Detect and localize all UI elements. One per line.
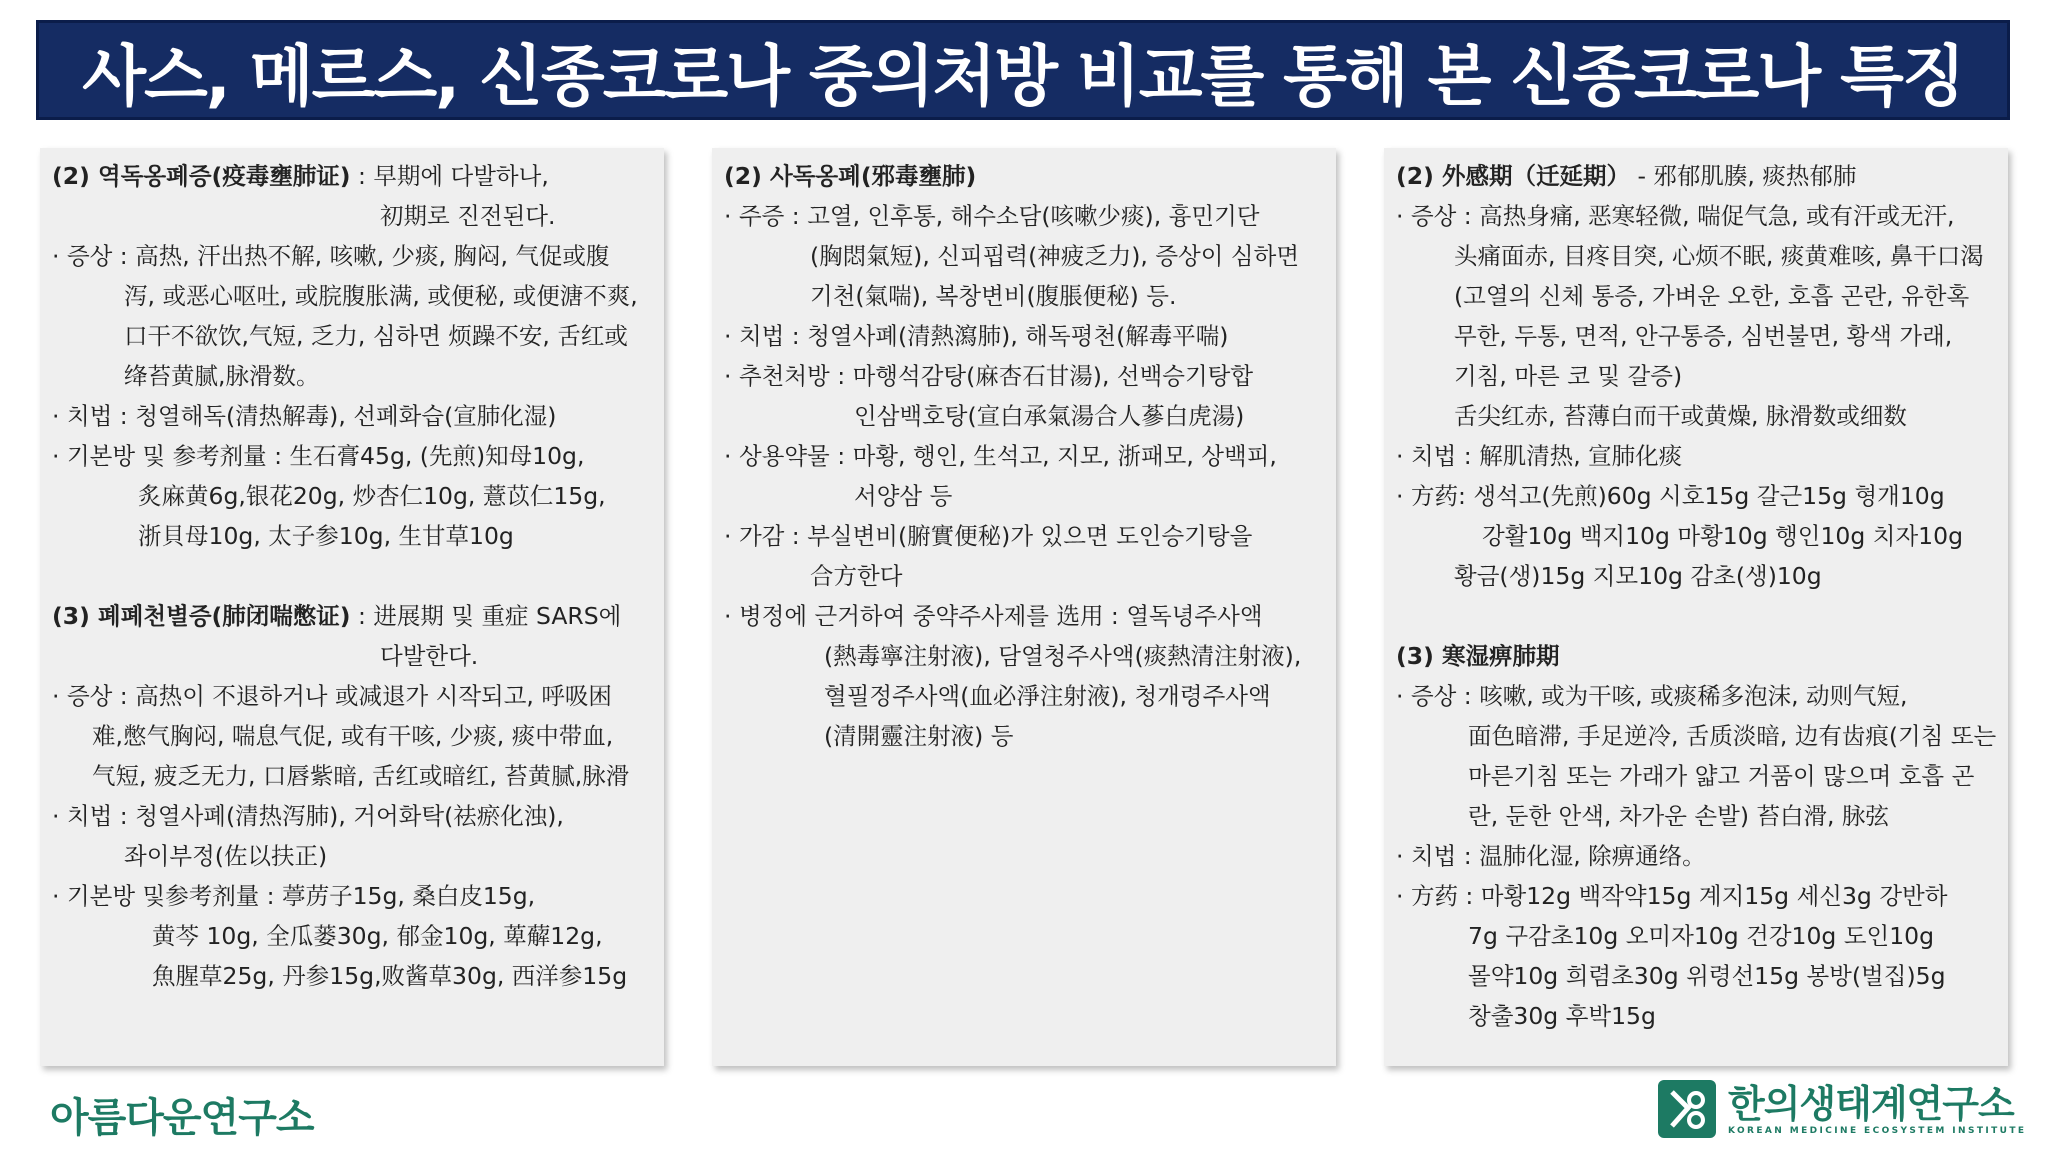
spacer [1396,596,1994,636]
line-text: 魚腥草25g, 丹参15g,败酱草30g, 西洋参15g [152,962,628,990]
text-line [52,796,650,836]
text-line [1396,236,1994,276]
line-text: 泻, 或恶心呕吐, 或脘腹胀满, 或便秘, 或便溏不爽, [124,282,638,310]
text-line [52,876,650,916]
text-line [1396,276,1994,316]
line-text: 初期로 진전된다. [380,202,556,230]
line-text: 绛苔黄腻,脉滑数。 [124,362,320,390]
line-text: (清開靈注射液) 등 [824,722,1014,750]
text-line [1396,796,1994,836]
line-text: · 상용약물 : 마황, 행인, 生석고, 지모, 浙패모, 상백피, [724,442,1277,470]
line-text: · 증상 : 高热이 不退하거나 或减退가 시작되고, 呼吸困 [52,682,612,710]
line-text: 浙貝母10g, 太子参10g, 生甘草10g [138,522,514,550]
text-line [724,436,1322,476]
line-text: 서양삼 등 [854,482,953,510]
text-line [724,556,1322,596]
text-line [1396,836,1994,876]
line-text: 무한, 두통, 면적, 안구통증, 심번불면, 황색 가래, [1454,322,1953,350]
line-text: · 치법 : 解肌清热, 宣肺化痰 [1396,442,1683,470]
text-line [724,236,1322,276]
line-text: 口干不欲饮,气短, 乏力, 심하면 烦躁不安, 舌红或 [124,322,628,350]
line-text: · 증상 : 高热, 汗出热不解, 咳嗽, 少痰, 胸闷, 气促或腹 [52,242,610,270]
line-text: (2) 역독옹폐증(疫毒壅肺证) [52,162,351,190]
text-line [724,476,1322,516]
text-line [52,236,650,276]
text-line [52,836,650,876]
line-text: (胸悶氣短), 신피핍력(神疲乏力), 증상이 심하면 [810,242,1300,270]
text-line [52,196,650,236]
text-line [52,316,650,356]
line-text: 기침, 마른 코 및 갈증) [1454,362,1683,390]
text-line [724,356,1322,396]
text-line [1396,676,1994,716]
text-line [52,396,650,436]
text-line [52,956,650,996]
text-line [52,756,650,796]
line-text: 合方한다 [810,562,903,590]
text-line [52,516,650,556]
text-line [1396,396,1994,436]
text-line [724,196,1322,236]
text-line [1396,316,1994,356]
text-line [1396,356,1994,396]
text-line [1396,436,1994,476]
line-text: · 병정에 근거하여 중약주사제를 选用 : 열독녕주사액 [724,602,1263,630]
text-line [52,676,650,716]
text-line [724,276,1322,316]
section-heading [52,596,650,636]
section-heading [724,156,1322,196]
line-text: · 증상 : 咳嗽, 或为干咳, 或痰稀多泡沫, 动则气短, [1396,682,1908,710]
page-title: 사스, 메르스, 신종코로나 중의처방 비교를 통해 본 신종코로나 특징 [82,37,1964,115]
line-text: 좌이부정(佐以扶正) [124,842,328,870]
text-line [1396,996,1994,1036]
text-line [724,676,1322,716]
text-line [1396,556,1994,596]
text-line [1396,196,1994,236]
line-text: · 치법 : 청열해독(清热解毒), 선폐화습(宣肺化湿) [52,402,557,430]
line-text: 강활10g 백지10g 마황10g 행인10g 치자10g [1482,522,1963,550]
line-text: (3) 폐폐천별증(肺闭喘憋证) [52,602,351,630]
section-heading [52,156,650,196]
line-text: · 기본방 및参考剂量 : 葶苈子15g, 桑白皮15g, [52,882,536,910]
text-line [1396,876,1994,916]
line-text: · 추천처방 : 마행석감탕(麻杏石甘湯), 선백승기탕합 [724,362,1254,390]
text-line [52,636,650,676]
line-tail: : 进展期 및 重症 SARS에 [350,602,622,630]
institute-logo [1658,1080,2026,1138]
line-text: 황금(생)15g 지모10g 감초(생)10g [1454,562,1822,590]
line-text: · 가감 : 부실변비(腑實便秘)가 있으면 도인승기탕을 [724,522,1253,550]
line-text: 인삼백호탕(宣白承氣湯合人蔘白虎湯) [854,402,1245,430]
text-line [52,436,650,476]
text-line [52,276,650,316]
line-text: · 方药: 생석고(先煎)60g 시호15g 갈근15g 형개10g [1396,482,1945,510]
text-line [52,716,650,756]
line-text: · 기본방 및 参考剂量 : 生石膏45g, (先煎)知母10g, [52,442,585,470]
text-line [724,316,1322,356]
line-text: · 치법 : 청열사폐(清熱瀉肺), 해독평천(解毒平喘) [724,322,1229,350]
spacer [52,556,650,596]
line-text: 란, 둔한 안색, 차가운 손발) 苔白滑, 脉弦 [1468,802,1889,830]
title-banner [36,20,2010,120]
line-text: · 方药 : 마황12g 백작약15g 계지15g 세신3g 강반하 [1396,882,1948,910]
line-text: (3) 寒湿痹肺期 [1396,642,1560,670]
line-text: 기천(氣喘), 복창변비(腹脹便秘) 등. [810,282,1177,310]
line-text: 黄芩 10g, 全瓜蒌30g, 郁金10g, 萆薢12g, [152,922,603,950]
text-line [724,716,1322,756]
text-line [52,356,650,396]
text-line [1396,756,1994,796]
text-line [724,596,1322,636]
line-text: 面色暗滞, 手足逆冷, 舌质淡暗, 边有齿痕(기침 또는 [1468,722,1997,750]
line-text: · 치법 : 温肺化湿, 除痹通络。 [1396,842,1706,870]
line-tail: : 早期에 다발하나, [350,162,549,190]
line-text: 다발한다. [380,642,479,670]
panel-mers [712,148,1336,1066]
line-text: 炙麻黄6g,银花20g, 炒杏仁10g, 薏苡仁15g, [138,482,606,510]
line-text: · 주증 : 고열, 인후통, 해수소담(咳嗽少痰), 흉민기단 [724,202,1260,230]
text-line [724,636,1322,676]
line-text: 7g 구감초10g 오미자10g 건강10g 도인10g [1468,922,1935,950]
section-heading [1396,636,1994,676]
text-line [1396,516,1994,556]
line-text: (고열의 신체 통증, 가벼운 오한, 호흡 곤란, 유한혹 [1454,282,1970,310]
line-text: 气短, 疲乏无力, 口唇紫暗, 舌红或暗红, 苔黄腻,脉滑 [92,762,630,790]
text-line [1396,476,1994,516]
text-line [52,916,650,956]
line-text: (2) 外感期（迁延期） [1396,162,1631,190]
line-text: 몰약10g 희렴초30g 위령선15g 봉방(벌집)5g [1468,962,1946,990]
panel-covid [1384,148,2008,1066]
footer-org-name: 아름다운연구소 [50,1095,314,1141]
line-text: (2) 사독옹폐(邪毒壅肺) [724,162,977,190]
line-text: 舌尖红赤, 苔薄白而干或黄燥, 脉滑数或细数 [1454,402,1907,430]
logo-english-name: KOREAN MEDICINE ECOSYSTEM INSTITUTE [1728,1126,2027,1136]
text-line [52,476,650,516]
line-text: 마른기침 또는 가래가 얇고 거품이 많으며 호흡 곤 [1468,762,1975,790]
line-tail: - 邪郁肌腠, 痰热郁肺 [1630,162,1857,190]
panel-sars [40,148,664,1066]
text-line [724,516,1322,556]
line-text: · 치법 : 청열사폐(清热泻肺), 거어화탁(祛瘀化浊), [52,802,564,830]
text-line [1396,956,1994,996]
logo-mark-icon [1658,1080,1716,1138]
text-line [1396,716,1997,756]
line-text: 头痛面赤, 目疼目突, 心烦不眠, 痰黄难咳, 鼻干口渴 [1454,242,1984,270]
logo-korean-name: 한의생태계연구소 [1728,1082,2014,1126]
line-text: 难,憋气胸闷, 喘息气促, 或有干咳, 少痰, 痰中带血, [92,722,614,750]
line-text: 창출30g 후박15g [1468,1002,1656,1030]
line-text: · 증상 : 高热身痛, 恶寒轻微, 喘促气急, 或有汗或无汗, [1396,202,1955,230]
line-text: 혈필정주사액(血必淨注射液), 청개령주사액 [824,682,1271,710]
text-line [1396,916,1994,956]
text-line [724,396,1322,436]
line-text: (熱毒寧注射液), 담열청주사액(痰熱清注射液), [824,642,1302,670]
section-heading [1396,156,1994,196]
